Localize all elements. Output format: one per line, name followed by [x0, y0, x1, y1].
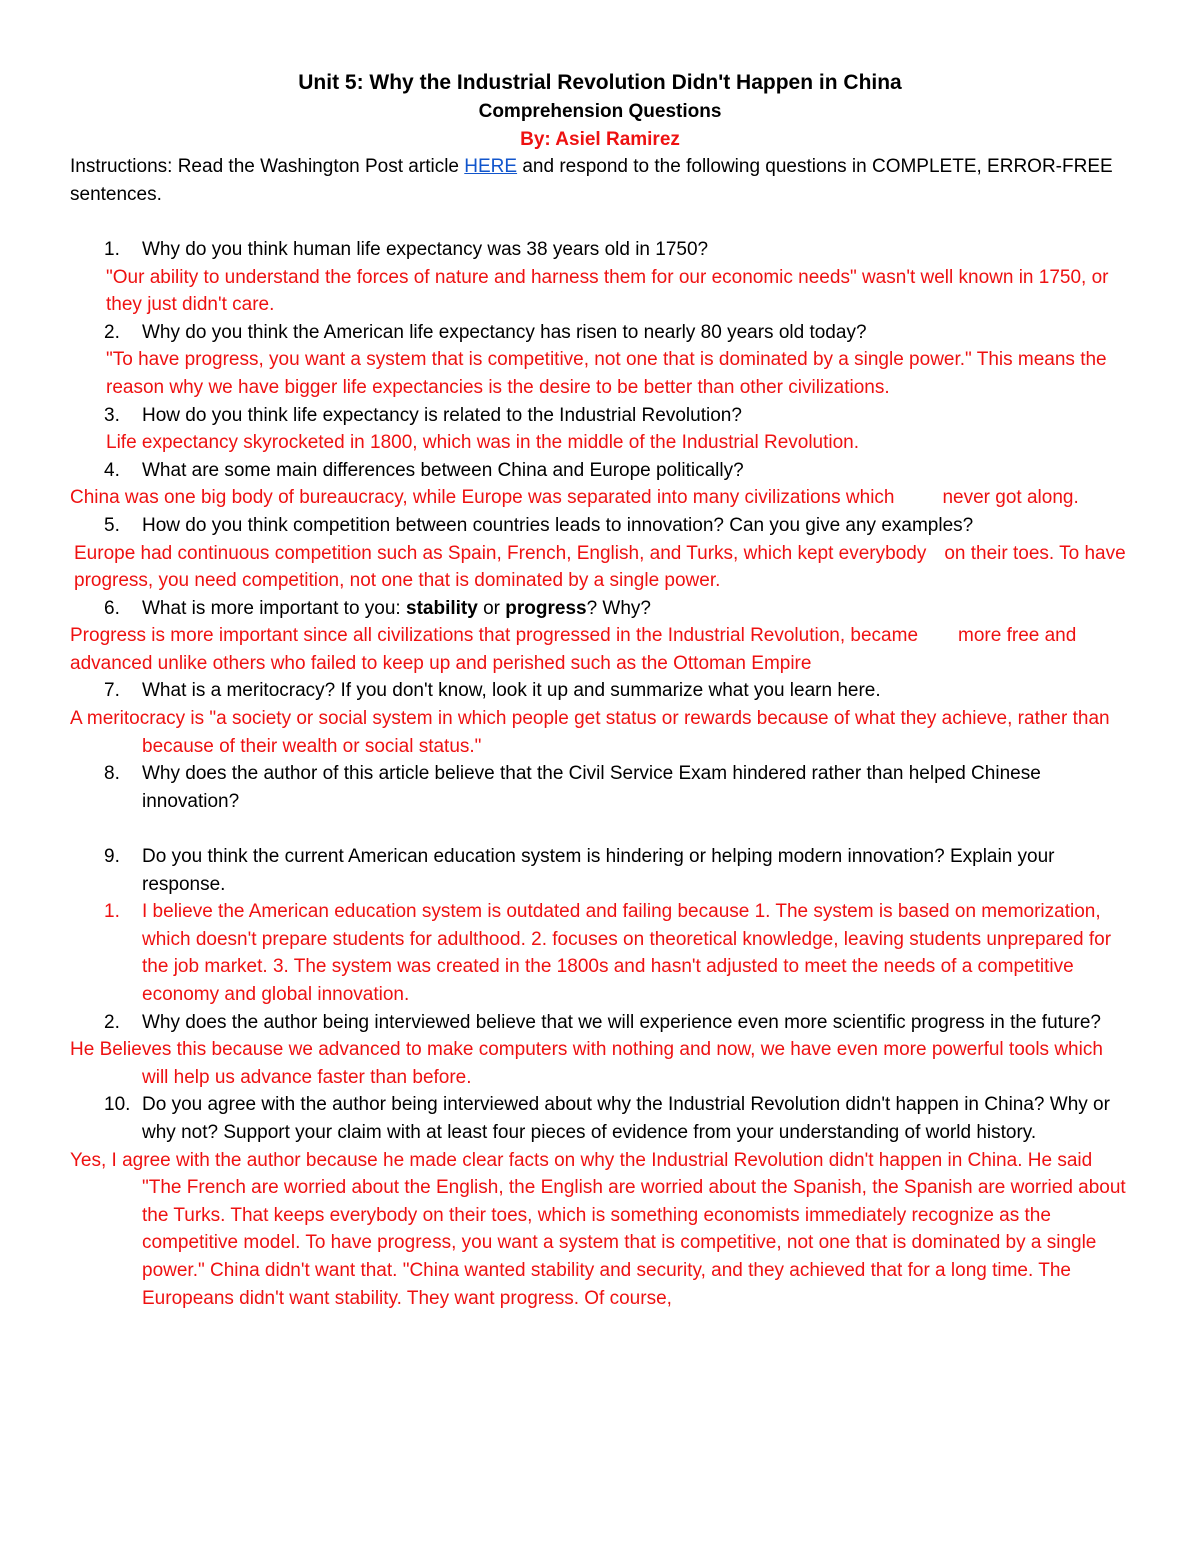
question-text: What is a meritocracy? If you don't know, look it up and summarize what you learn here.	[142, 680, 881, 702]
question-number: 2.	[104, 321, 120, 343]
question-number: 6.	[104, 597, 120, 619]
article-link[interactable]: HERE	[464, 156, 518, 178]
document-author: By: Asiel Ramirez	[520, 128, 680, 150]
answer-2: "To have progress, you want a system that is competitive, not one that is dominated by a single power." This means the reason why we have bigger life expectancies is the desire to be better than other civilizations.	[106, 349, 1107, 398]
answer-9b: He Believes this because we advanced to make computers with nothing and now, we have even more powerful tools which will help us advance faster than before.	[70, 1039, 1103, 1088]
instructions-text-before: Instructions: Read the Washington Post article	[70, 156, 465, 178]
answer-5-part-2: on their toes. To have progress, you need competition, not one that is dominated by a single power.	[74, 542, 1126, 592]
answer-10: Yes, I agree with the author because he made clear facts on why the Industrial Revolution didn't happen in China. He said "The French are worried about the English, the English are worried about the Spanish, the Spanish are worried about the Turks. That keeps everybody on their toes, which is something economists immediately recognize as the competitive model. To have progress, you want a system that is competitive, not one that is dominated by a single power." China didn't want that. "China wanted stability and security, and they achieved that for a long time. The Europeans didn't want stability. They want progress. Of course,	[70, 1149, 1126, 1309]
question-9	[70, 843, 1130, 898]
question-number: 7.	[104, 680, 120, 702]
answer-5	[70, 540, 1130, 595]
question-number: 1.	[104, 238, 120, 260]
question-number: 3.	[104, 404, 120, 426]
question-6-mid: or	[477, 597, 506, 619]
question-text: Why does the author of this article believe that the Civil Service Exam hindered rather than helped Chinese innovation?	[142, 763, 1041, 812]
keyword-progress: progress	[505, 597, 587, 619]
answer-1: "Our ability to understand the forces of nature and harness them for our economic needs" wasn't well known in 1750, or they just didn't care.	[106, 266, 1109, 316]
answer-4-part-2: never got along.	[942, 487, 1079, 509]
question-text: What are some main differences between China and Europe politically?	[142, 459, 744, 481]
question-8	[70, 760, 1130, 815]
answer-6-part-2: more free and advanced unlike others who failed to keep up and perished such as the Ottoman Empire	[70, 625, 1077, 674]
question-number: 4.	[104, 459, 120, 481]
question-text: How do you think competition between countries leads to innovation? Can you give any examples?	[142, 514, 974, 536]
instructions-text-after: and respond to the following questions in COMPLETE, ERROR-FREE sentences.	[70, 156, 1113, 205]
question-text: Why does the author being interviewed believe that we will experience even more scientific progress in the future?	[142, 1011, 1101, 1033]
keyword-stability: stability	[406, 597, 478, 619]
question-number: 10.	[104, 1094, 131, 1116]
question-number: 5.	[104, 514, 120, 536]
document-subtitle: Comprehension Questions	[478, 101, 722, 122]
answer-text: I believe the American education system is outdated and failing because 1. The system is based on memorization, which doesn't prepare students for adulthood. 2. focuses on theoretical knowledge, leaving students unprepared for the job market. 3. The system was created in the 1800s and hasn't adjusted to meet the needs of a competitive economy and global innovation.	[142, 901, 1112, 1005]
blank-line	[70, 815, 1130, 843]
question-text: How do you think life expectancy is related to the Industrial Revolution?	[142, 404, 742, 426]
answer-6-part-1: Progress is more important since all civilizations that progressed in the Industrial Revolution, became	[70, 625, 919, 647]
answer-number: 1.	[104, 901, 120, 923]
answer-6	[70, 622, 1130, 677]
instructions	[70, 153, 1130, 208]
question-text: Do you agree with the author being interviewed about why the Industrial Revolution didn't happen in China? Why or why not? Support your claim with at least four pieces of evidence from your understanding of world history.	[142, 1094, 1110, 1143]
answer-4-part-1: China was one big body of bureaucracy, while Europe was separated into many civilizations which	[70, 487, 895, 509]
question-10	[70, 1091, 1130, 1146]
question-6-post: ? Why?	[586, 597, 651, 619]
question-3	[70, 402, 1130, 430]
answer-5-part-1: Europe had continuous competition such as Spain, French, English, and Turks, which kept everybody	[74, 542, 927, 564]
question-1	[70, 236, 1130, 264]
answer-7: A meritocracy is "a society or social system in which people get status or rewards because of what they achieve, rather than because of their wealth or social status."	[70, 708, 1110, 757]
question-text	[142, 598, 651, 619]
question-4	[70, 457, 1130, 485]
question-text: Why do you think the American life expectancy has risen to nearly 80 years old today?	[142, 321, 867, 343]
question-6-pre: What is more important to you:	[142, 597, 406, 619]
answer-3: Life expectancy skyrocketed in 1800, which was in the middle of the Industrial Revolution.	[106, 432, 860, 454]
blank-line	[70, 208, 1130, 236]
question-7	[70, 677, 1130, 705]
question-text: Why do you think human life expectancy was 38 years old in 1750?	[142, 238, 709, 260]
question-number: 2.	[104, 1011, 120, 1033]
question-number: 9.	[104, 846, 120, 868]
document-title: Unit 5: Why the Industrial Revolution Didn't Happen in China	[298, 71, 902, 94]
document-page	[70, 68, 1130, 1312]
question-9b	[70, 1009, 1130, 1037]
question-6	[70, 595, 1130, 623]
question-5	[70, 512, 1130, 540]
question-2	[70, 319, 1130, 347]
answer-9	[70, 898, 1130, 1008]
question-number: 8.	[104, 763, 120, 785]
document-header	[70, 68, 1130, 153]
question-text: Do you think the current American education system is hindering or helping modern innovation? Explain your response.	[142, 846, 1055, 895]
answer-4	[70, 484, 1130, 512]
